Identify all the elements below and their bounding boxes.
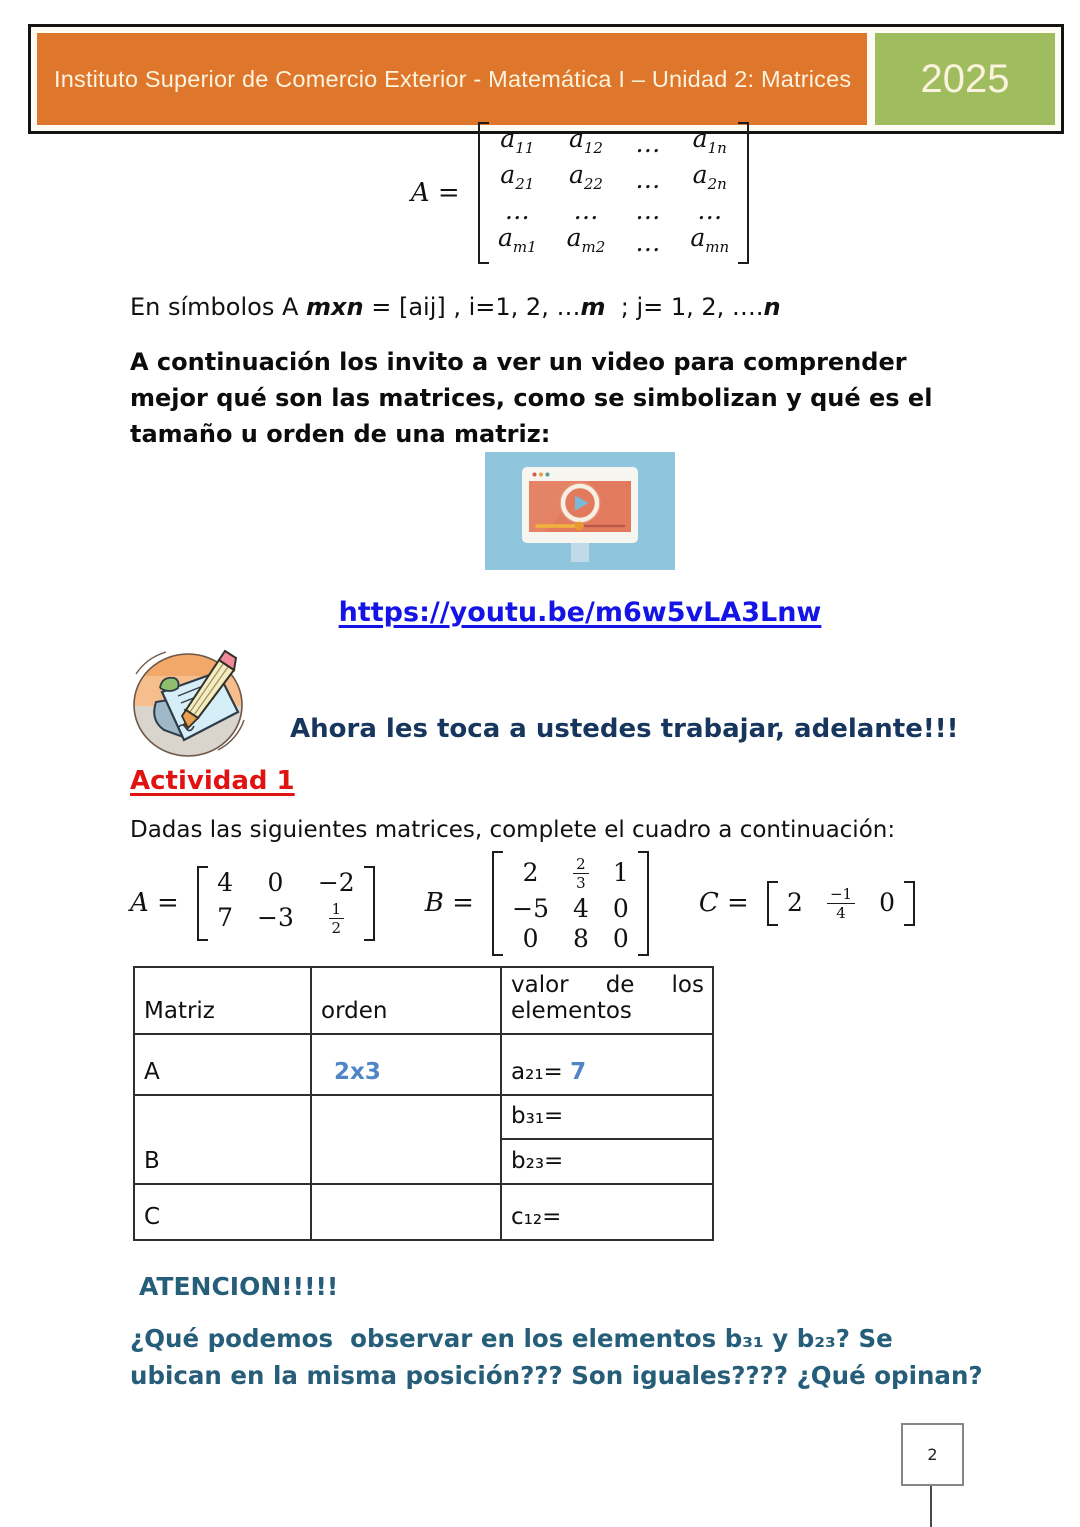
matrix-cell: $a_{m2}$ [566,223,606,256]
activity-table [133,966,714,1241]
matrix-cell: … [635,227,661,257]
matrix-cell: $a_{m1}$ [497,223,537,256]
matrix-cell: $\frac{1}{2}$ [329,900,345,937]
page-number: 2 [927,1445,938,1464]
matrix-label: A = [130,888,188,918]
table-header-orden: orden [311,967,501,1034]
table-header-valor-line2: elementos [511,998,632,1024]
table-header-valor [501,967,713,1034]
symbols-line [130,293,781,321]
matrix-cell: … [635,164,661,194]
intro-paragraph: A continuación los invito a ver un video para comprender mejor qué son las matrices, como se simbolizan y qué es el tamaño u orden de una matriz: [130,348,933,448]
matrix-c [699,881,915,926]
table-cell-element-b31: b₃₁= [501,1095,713,1139]
symbols-text: = [aij] , i=1, 2, … [363,293,581,321]
footer-stem-line [930,1486,932,1527]
video-thumbnail-icon [485,452,675,570]
matrix-cell: $a_{mn}$ [690,223,730,256]
matrix-cell: … [573,196,599,225]
matrix-a [130,866,375,941]
attention-question: ¿Qué podemos observar en los elementos b₃₁ y b₂₃? Se ubican en la misma posición??? Son iguales???? ¿Qué opinan? [130,1324,983,1390]
table-cell-matrix-c: C [134,1184,311,1240]
header-title-band [37,33,867,125]
video-link[interactable]: https://youtu.be/m6w5vLA3Lnw [338,597,822,628]
matrix-cell: … [635,128,661,158]
symbols-n: n [763,293,781,321]
symbols-mxn: mxn [306,293,364,321]
matrix-cell: … [635,196,661,225]
matrix-cell: 0 [267,867,284,897]
page-number-box [901,1423,964,1486]
matrix-cell: 1 [612,858,629,887]
table-cell-orden-b [311,1095,501,1184]
activity-title: Actividad 1 [130,766,295,796]
symbols-text: En símbolos A [130,293,307,321]
table-cell-matrix-a: A [134,1034,311,1095]
matrix-cell: 4 [573,893,589,923]
matrix-cell: $a_{1n}$ [692,124,727,157]
element-a21-label: a₂₁= [511,1059,571,1085]
header-title: Instituto Superior de Comercio Exterior - Matemática I – Unidad 2: Matrices [54,65,852,92]
video-thumbnail-wrap [130,452,1030,574]
matrix-cell: $a_{11}$ [500,124,535,157]
matrix-b [425,851,649,956]
matrix-cell: 2 [522,858,539,887]
matrices-row [130,848,895,958]
table-cell-element-b23: b₂₃= [501,1139,713,1184]
matrix-cell: −2 [317,867,355,897]
matrix-cell: $\frac{2}{3}$ [573,855,589,892]
matrix-cell: … [504,196,530,225]
symbols-text: ; j= 1, 2, …. [605,293,764,321]
matrix-cell: 4 [217,867,233,897]
header-year-band [875,33,1055,125]
table-cell-element-c12: c₁₂= [501,1184,713,1240]
attention-title: ATENCION!!!!! [139,1272,339,1301]
table-header-matriz: Matriz [134,967,311,1034]
table-cell-matrix-b: B [134,1095,311,1184]
activity-intro: Dadas las siguientes matrices, complete el cuadro a continuación: [130,817,896,843]
symbols-m: m [580,293,606,321]
matrix-label: A = [410,178,468,208]
matrix-cell: … [697,196,723,225]
matrix-cell: 2 [787,888,803,917]
matrix-cell: $a_{12}$ [568,124,603,157]
matrix-cell: −5 [512,893,549,923]
matrix-cell: 7 [217,903,233,932]
work-callout: Ahora les toca a ustedes trabajar, adelante!!! [290,714,959,744]
matrix-cell: 0 [612,923,629,953]
table-cell-orden-c [311,1184,501,1240]
matrix-cell: −3 [257,903,294,932]
activity-table-wrap [133,966,714,1241]
symbolic-matrix-block [130,122,1030,264]
matrix-cell: $a_{21}$ [500,160,535,193]
matrix-cell: 8 [573,923,589,953]
notepad-pencil-icon-wrap [122,646,258,770]
element-a21-value: 7 [570,1059,587,1085]
matrix-a-symbolic [411,122,749,264]
matrix-cell: 0 [522,923,539,953]
table-cell-orden-a: 2x3 [311,1034,501,1095]
matrix-cell: $\frac{-1}{4}$ [827,885,855,922]
document-header [28,24,1064,134]
notepad-pencil-icon [122,646,258,766]
matrix-cell: 0 [612,893,629,923]
video-link-wrap [130,597,1030,628]
matrix-cell: $a_{2n}$ [692,160,727,193]
matrix-label: B = [424,888,483,918]
table-cell-element-a21 [501,1034,713,1095]
table-header-valor-line1: valor de los [511,972,704,998]
header-year: 2025 [920,56,1010,101]
matrix-cell: $a_{22}$ [568,160,603,193]
matrix-label: C = [698,888,758,918]
matrix-cell: 0 [879,888,895,917]
